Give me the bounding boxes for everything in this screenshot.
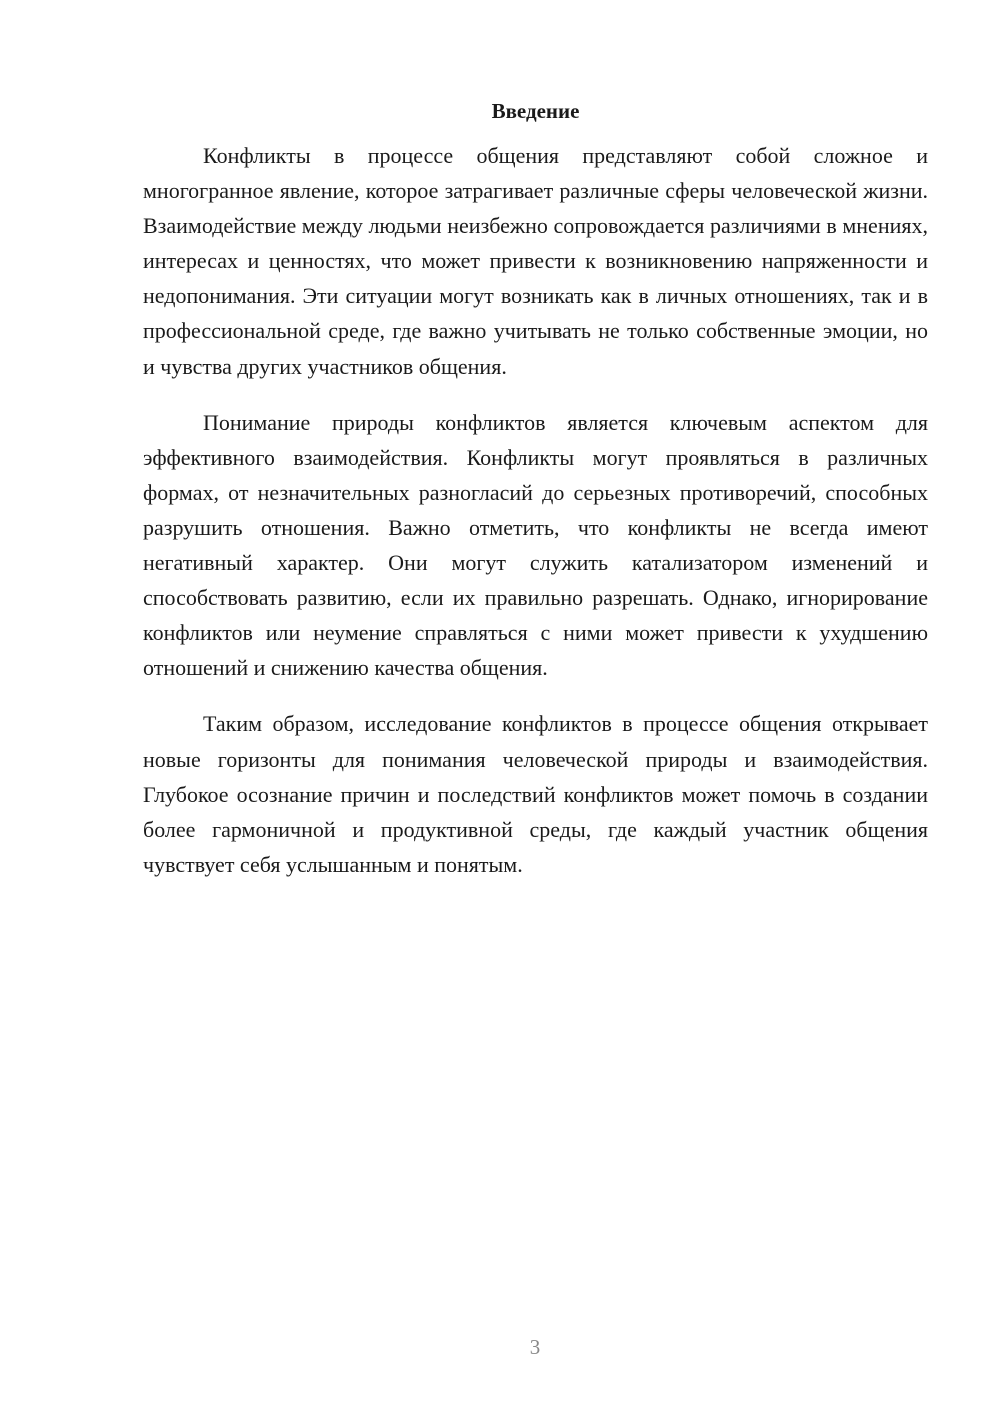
- page-number: 3: [529, 1335, 541, 1359]
- page-content: [143, 96, 928, 882]
- paragraph-1: Конфликты в процессе общения представляют собой сложное и многогранное явление, которое затрагивает различные сферы человеческой жизни. Взаимодействие между людьми неизбежно сопровождается различиями в мнениях, интересах и ценностях, что может привести к возникновению напряженности и недопонимания. Эти ситуации могут возникать как в личных отношениях, так и в профессиональной среде, где важно учитывать не только собственные эмоции, но и чувства других участников общения.: [143, 143, 928, 379]
- paragraph-2: Понимание природы конфликтов является ключевым аспектом для эффективного взаимодействия. Конфликты могут проявляться в различных формах, от незначительных разногласий до серьезных противоречий, способных разрушить отношения. Важно отметить, что конфликты не всегда имеют негативный характер. Они могут служить катализатором изменений и способствовать развитию, если их правильно разрешать. Однако, игнорирование конфликтов или неумение справляться с ними может привести к ухудшению отношений и снижению качества общения.: [143, 409, 928, 681]
- paragraph-3: Таким образом, исследование конфликтов в процессе общения открывает новые горизонты для понимания человеческой природы и взаимодействия. Глубокое осознание причин и последствий конфликтов может помочь в создании более гармоничной и продуктивной среды, где каждый участник общения чувствует себя услышанным и понятым.: [143, 711, 928, 877]
- section-title: Введение: [491, 99, 580, 123]
